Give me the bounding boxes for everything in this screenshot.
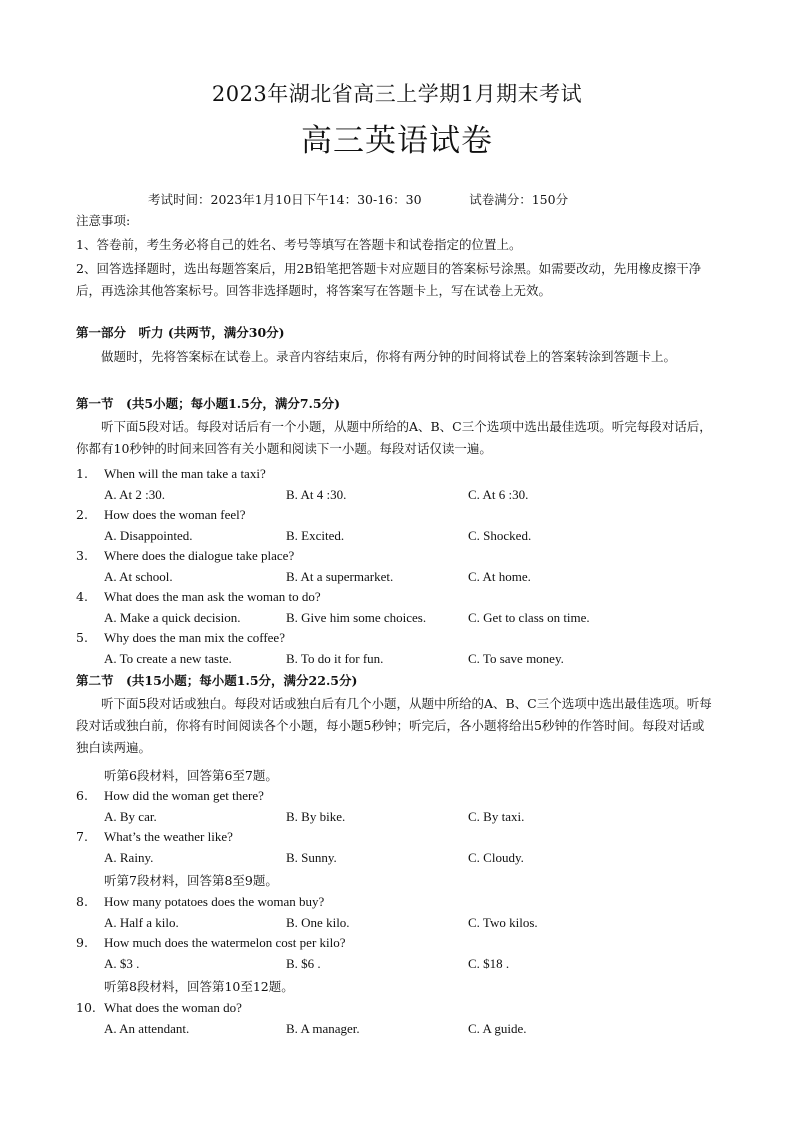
option-c: C. Get to class on time.	[468, 610, 590, 625]
question-number: 7.	[76, 829, 88, 844]
exam-title: 2023年湖北省高三上学期1月期末考试	[211, 82, 583, 106]
part1-intro: 做题时，先将答案标在试卷上。录音内容结束后，你将有两分钟的时间将试卷上的答案转涂到答题卡上。	[101, 349, 677, 364]
option-b: B. Sunny.	[286, 850, 337, 865]
notes-item-1: 1、答卷前，考生务必将自己的姓名、考号等填写在答题卡和试卷指定的位置上。	[76, 237, 522, 252]
option-b: B. At a supermarket.	[286, 569, 394, 584]
question-text: How many potatoes does the woman buy?	[104, 894, 325, 909]
option-c: C. To save money.	[468, 651, 564, 666]
option-c: C. By taxi.	[468, 809, 525, 824]
option-a: A. Half a kilo.	[104, 915, 179, 930]
option-a: A. Make a quick decision.	[104, 610, 241, 625]
option-b: B. Excited.	[286, 528, 345, 543]
option-c: C. At home.	[468, 569, 531, 584]
question-text: What does the woman do?	[104, 1000, 242, 1015]
option-a: A. To create a new taste.	[104, 651, 232, 666]
question-number: 10.	[76, 1000, 96, 1015]
option-c: C. Shocked.	[468, 528, 532, 543]
option-a: A. At school.	[104, 569, 173, 584]
exam-time: 考试时间：2023年1月10日下午14：30-16：30	[148, 192, 422, 207]
exam-subtitle: 高三英语试卷	[301, 123, 493, 159]
option-a: A. By car.	[104, 809, 157, 824]
option-b: B. To do it for fun.	[286, 651, 384, 666]
option-b: B. A manager.	[286, 1021, 360, 1036]
option-a: A. Disappointed.	[104, 528, 193, 543]
question-number: 8.	[76, 894, 88, 909]
section1-intro: 听下面5段对话。每段对话后有一个小题，从题中所给的A、B、C三个选项中选出最佳选项。听完每段对话后，你都有10秒钟的时间来回答有关小题和阅读下一小题。每段对话仅读一遍。	[76, 419, 712, 456]
question-text: When will the man take a taxi?	[104, 466, 266, 481]
question-text: How did the woman get there?	[104, 788, 264, 803]
question-number: 3.	[76, 548, 88, 563]
question-text: How much does the watermelon cost per kilo?	[104, 935, 346, 950]
option-b: B. One kilo.	[286, 915, 350, 930]
section1-heading: 第一节 (共5小题；每小题1.5分，满分7.5分)	[76, 396, 341, 411]
question-number: 2.	[76, 507, 88, 522]
exam-meta	[148, 190, 568, 208]
material-8-note: 听第8段材料，回答第10至12题。	[104, 979, 294, 994]
option-a: A. $3 .	[104, 956, 140, 971]
option-b: B. At 4 :30.	[286, 487, 347, 502]
question-number: 5.	[76, 630, 88, 645]
option-c: C. $18 .	[468, 956, 510, 971]
option-b: B. Give him some choices.	[286, 610, 427, 625]
section2-heading: 第二节 (共15小题；每小题1.5分，满分22.5分)	[76, 673, 358, 688]
material-6-note: 听第6段材料，回答第6至7题。	[104, 768, 278, 783]
material-7-note: 听第7段材料，回答第8至9题。	[104, 873, 278, 888]
notes-item-2: 2、回答选择题时，选出每题答案后，用2B铅笔把答题卡对应题目的答案标号涂黑。如需要改动，先用橡皮擦干净后，再选涂其他答案标号。回答非选择题时，将答案写在答题卡上，写在试卷上无效。	[76, 261, 702, 298]
question-number: 6.	[76, 788, 88, 803]
option-c: C. Two kilos.	[468, 915, 538, 930]
question-text: How does the woman feel?	[104, 507, 246, 522]
option-c: C. At 6 :30.	[468, 487, 529, 502]
notes-heading: 注意事项:	[76, 213, 131, 228]
option-a: A. Rainy.	[104, 850, 154, 865]
full-score: 试卷满分：150分	[469, 192, 569, 207]
question-number: 1.	[76, 466, 88, 481]
part1-heading: 第一部分 听力 (共两节，满分30分)	[76, 325, 285, 340]
question-number: 4.	[76, 589, 88, 604]
question-text: What does the man ask the woman to do?	[104, 589, 321, 604]
option-c: C. Cloudy.	[468, 850, 524, 865]
option-a: A. An attendant.	[104, 1021, 190, 1036]
option-b: B. $6 .	[286, 956, 321, 971]
question-text: What’s the weather like?	[104, 829, 233, 844]
option-b: B. By bike.	[286, 809, 346, 824]
question-text: Where does the dialogue take place?	[104, 548, 295, 563]
question-number: 9.	[76, 935, 88, 950]
question-text: Why does the man mix the coffee?	[104, 630, 285, 645]
section2-intro: 听下面5段对话或独白。每段对话或独白后有几个小题，从题中所给的A、B、C三个选项中选出最佳选项。听每段对话或独白前，你将有时间阅读各个小题，每小题5秒钟；听完后，各小题将给出5秒钟的作答时间。每段对话或独白读两遍。	[76, 696, 712, 755]
option-a: A. At 2 :30.	[104, 487, 166, 502]
option-c: C. A guide.	[468, 1021, 527, 1036]
